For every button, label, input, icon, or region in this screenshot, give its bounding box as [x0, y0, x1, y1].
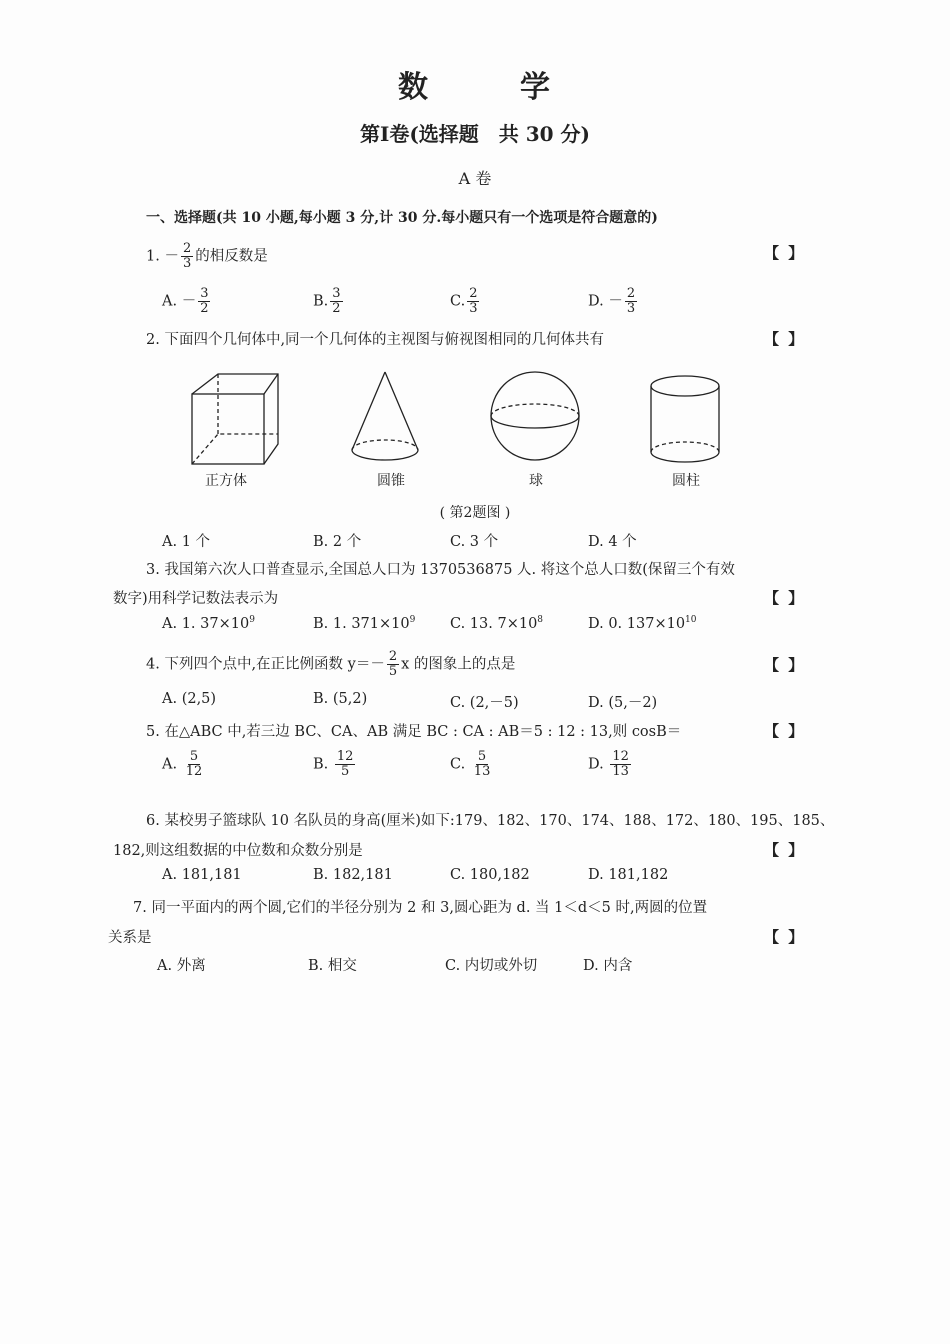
- title-char-1: 数: [398, 70, 430, 105]
- cone-shape: [352, 372, 418, 460]
- q1-option-a[interactable]: A. － $\frac{3}{2}$: [162, 286, 209, 316]
- q4-option-b[interactable]: B. (5,2): [313, 691, 368, 707]
- q2-option-b[interactable]: B. 2 个: [313, 534, 362, 550]
- answer-bracket-4[interactable]: 【 】: [764, 656, 806, 674]
- q1-option-b[interactable]: B. $\frac{3}{2}$: [313, 286, 341, 316]
- answer-bracket-2[interactable]: 【 】: [764, 330, 806, 348]
- q7-option-b[interactable]: B. 相交: [308, 958, 357, 974]
- section-heading: 一、选择题(共 10 小题,每小题 3 分,计 30 分.每小题只有一个选项是符合题意的): [146, 210, 658, 226]
- q1-option-d[interactable]: D. － $\frac{2}{3}$: [588, 286, 636, 316]
- shape-label-sphere: 球: [529, 473, 543, 489]
- page-title: [0, 62, 950, 106]
- title-char-2: 学: [520, 70, 552, 105]
- question-3-line-1: 3. 我国第六次人口普查显示,全国总人口为 1370536875 人. 将这个总人口数(保留三个有效: [146, 562, 735, 578]
- answer-bracket-1[interactable]: 【 】: [764, 244, 806, 262]
- question-6-line-2: 182,则这组数据的中位数和众数分别是: [113, 843, 363, 859]
- question-4: 4. 下列四个点中,在正比例函数 y＝－ $\frac{2}{5}$ x 的图象上的点是: [146, 649, 516, 679]
- q2-option-a[interactable]: A. 1 个: [162, 534, 211, 550]
- q6-option-a[interactable]: A. 181,181: [162, 867, 242, 883]
- question-3-line-2: 数字)用科学记数法表示为: [113, 591, 279, 607]
- q1-option-c[interactable]: C. $\frac{2}{3}$: [450, 286, 478, 316]
- q3-option-c[interactable]: C. 13. $7\times 10^8$: [450, 615, 544, 632]
- q2-option-d[interactable]: D. 4 个: [588, 534, 637, 550]
- q2-figure: [180, 370, 740, 470]
- q5-option-d[interactable]: D. $\frac{12}{13}$: [588, 749, 629, 779]
- q3-option-a[interactable]: A. 1. $37\times 10^9$: [162, 615, 255, 632]
- q4-option-d[interactable]: D. (5,－2): [588, 695, 658, 711]
- q1-prefix: 1. －: [146, 248, 179, 265]
- answer-bracket-5[interactable]: 【 】: [764, 722, 806, 740]
- figure-caption: ( 第2题图 ): [439, 505, 511, 521]
- q5-option-a[interactable]: A. $\frac{5}{12}$: [162, 749, 203, 779]
- q6-option-b[interactable]: B. 182,181: [313, 867, 393, 883]
- question-7-line-2: 关系是: [108, 930, 152, 946]
- q5-option-c[interactable]: C. $\frac{5}{13}$: [450, 749, 491, 779]
- q7-option-d[interactable]: D. 内含: [583, 958, 633, 974]
- q4-option-c[interactable]: C. (2,－5): [450, 695, 519, 711]
- section-juan: A 卷: [458, 169, 492, 188]
- question-1: [146, 242, 268, 271]
- question-5: 5. 在△ABC 中,若三边 BC、CA、AB 满足 BC : CA : AB＝5 : 12 : 13,则 cosB＝: [146, 724, 682, 740]
- q1-suffix: 的相反数是: [195, 248, 268, 265]
- q1-fraction: $\frac{2}{3}$: [182, 241, 192, 271]
- q4-option-a[interactable]: A. (2,5): [162, 691, 217, 707]
- q2-option-c[interactable]: C. 3 个: [450, 534, 499, 550]
- answer-bracket-7[interactable]: 【 】: [764, 928, 806, 946]
- q4-fraction: $\frac{2}{5}$: [388, 649, 398, 679]
- q6-option-c[interactable]: C. 180,182: [450, 867, 530, 883]
- answer-bracket-6[interactable]: 【 】: [764, 841, 806, 859]
- cylinder-shape: [651, 376, 719, 462]
- shape-label-cylinder: 圆柱: [672, 473, 700, 489]
- q6-option-d[interactable]: D. 181,182: [588, 867, 669, 883]
- shape-label-cone: 圆锥: [377, 473, 405, 489]
- q3-option-b[interactable]: B. 1. $371\times 10^9$: [313, 615, 416, 632]
- cube-shape: [192, 374, 278, 464]
- question-7-line-1: 7. 同一平面内的两个圆,它们的半径分别为 2 和 3,圆心距为 d. 当 1＜d＜5 时,两圆的位置: [133, 900, 708, 916]
- question-2: 2. 下面四个几何体中,同一个几何体的主视图与俯视图相同的几何体共有: [146, 332, 605, 348]
- q5-option-b[interactable]: B. $\frac{12}{5}$: [313, 749, 354, 779]
- q7-option-a[interactable]: A. 外离: [157, 958, 206, 974]
- answer-bracket-3[interactable]: 【 】: [764, 589, 806, 607]
- q3-option-d[interactable]: D. 0. $137\times 10^{10}$: [588, 615, 697, 632]
- paper-subtitle: 第Ⅰ卷(选择题 共 30 分): [359, 122, 591, 146]
- question-6-line-1: 6. 某校男子篮球队 10 名队员的身高(厘米)如下:179、182、170、174、188、172、180、195、185、: [146, 813, 835, 829]
- q7-option-c[interactable]: C. 内切或外切: [445, 958, 538, 974]
- sphere-shape: [491, 372, 579, 460]
- shape-label-cube: 正方体: [205, 473, 247, 489]
